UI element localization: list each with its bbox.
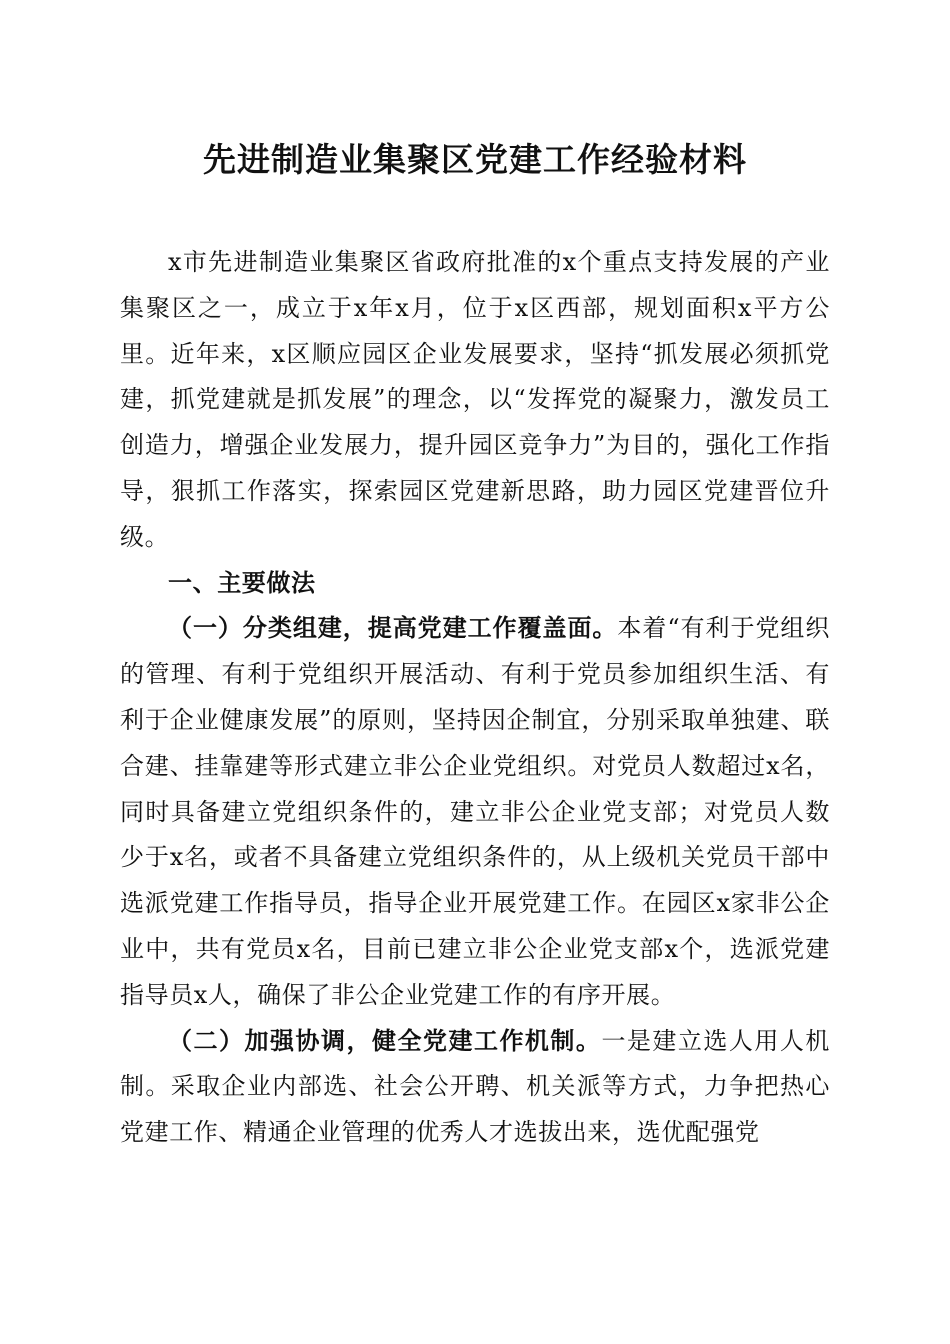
item-1-body: 本着“有利于党组织的管理、有利于党组织开展活动、有利于党员参加组织生活、有利于企业健康发展”的原则，坚持因企制宜，分别采取单独建、联合建、挂靠建等形式建立非公企业党组织。对党员人数超过x名，同时具备建立党组织条件的，建立非公企业党支部；对党员人数少于x名，或者不具备建立党组织条件的，从上级机关党员干部中选派党建工作指导员，指导企业开展党建工作。在园区x家非公企业中，共有党员x名，目前已建立非公企业党支部x个，选派党建指导员x人，确保了非公企业党建工作的有序开展。 [120, 614, 830, 1009]
document-page [120, 130, 830, 1156]
section-heading-main-practices: 一、主要做法 [168, 568, 316, 597]
item-paragraph-1 [120, 606, 830, 1018]
item-paragraph-2 [120, 1019, 830, 1156]
item-2-lead: （二）加强协调，健全党建工作机制。 [168, 1026, 602, 1055]
intro-paragraph: x市先进制造业集聚区省政府批准的x个重点支持发展的产业集聚区之一，成立于x年x月，位于x区西部，规划面积x平方公里。近年来，x区顺应园区企业发展要求，坚持“抓发展必须抓党建，抓党建就是抓发展”的理念，以“发挥党的凝聚力，激发员工创造力，增强企业发展力，提升园区竞争力”为目的，强化工作指导，狠抓工作落实，探索园区党建新思路，助力园区党建晋位升级。 [120, 248, 830, 551]
item-1-lead: （一）分类组建，提高党建工作覆盖面。 [168, 614, 618, 643]
item-2-body: 一是建立选人用人机制。采取企业内部选、社会公开聘、机关派等方式，力争把热心党建工作、精通企业管理的优秀人才选拔出来，选优配强党 [120, 1026, 831, 1147]
document-title: 先进制造业集聚区党建工作经验材料 [203, 140, 747, 179]
